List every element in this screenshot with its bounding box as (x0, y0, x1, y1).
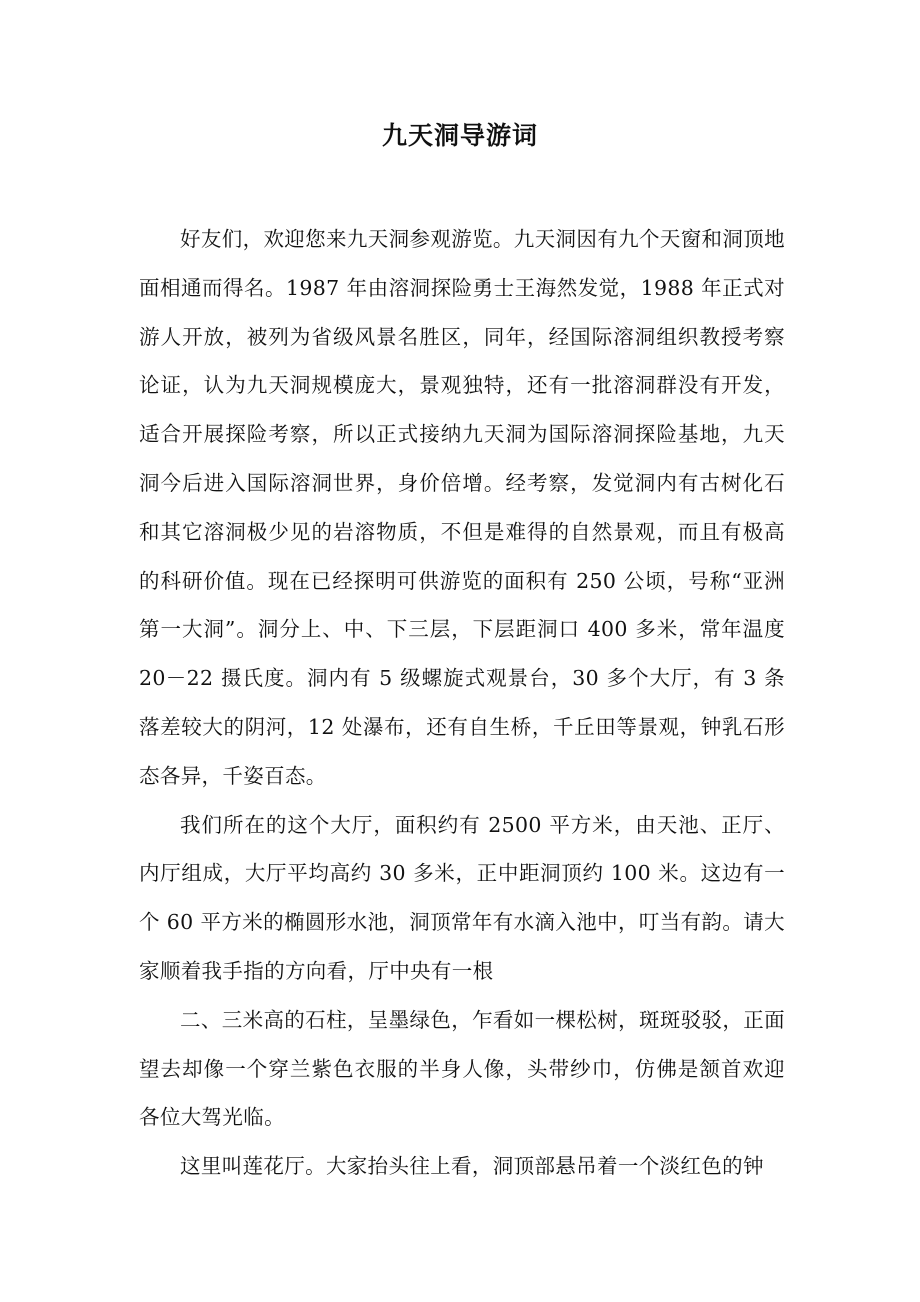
document-title: 九天洞导游词 (381, 121, 538, 150)
document-body (139, 215, 785, 1191)
paragraph-stone-pillar: 二、三米高的石柱，呈墨绿色，乍看如一棵松树，斑斑驳驳，正面望去却像一个穿兰紫色衣服的半身人像，头带纱巾，仿佛是颔首欢迎各位大驾光临。 (139, 1007, 785, 1130)
paragraph-intro: 好友们，欢迎您来九天洞参观游览。九天洞因有九个天窗和洞顶地面相通而得名。1987 年由溶洞探险勇士王海然发觉，1988 年正式对游人开放，被列为省级风景名胜区，同年，经国际溶洞组织教授考察论证，认为九天洞规模庞大，景观独特，还有一批溶洞群没有开发，适合开展探险考察，所以正式接纳九天洞为国际溶洞探险基地，九天洞今后进入国际溶洞世界，身价倍增。经考察，发觉洞内有古树化石和其它溶洞极少见的岩溶物质，不但是难得的自然景观，而且有极高的科研价值。现在已经探明可供游览的面积有 250 公顷，号称“亚洲第一大洞”。洞分上、中、下三层，下层距洞口 400 多米，常年温度 20－22 摄氏度。洞内有 5 级螺旋式观景台，30 多个大厅，有 3 条落差较大的阴河，12 处瀑布，还有自生桥，千丘田等景观，钟乳石形态各异，千姿百态。 (139, 227, 785, 788)
paragraph-main-hall: 我们所在的这个大厅，面积约有 2500 平方米，由天池、正厅、内厅组成，大厅平均高约 30 多米，正中距洞顶约 100 米。这边有一个 60 平方米的椭圆形水池，洞顶常年有水滴入池中，叮当有韵。请大家顺着我手指的方向看，厅中央有一根 (139, 812, 785, 983)
paragraph-lotus-hall: 这里叫莲花厅。大家抬头往上看，洞顶部悬吊着一个淡红色的钟 (180, 1154, 764, 1179)
